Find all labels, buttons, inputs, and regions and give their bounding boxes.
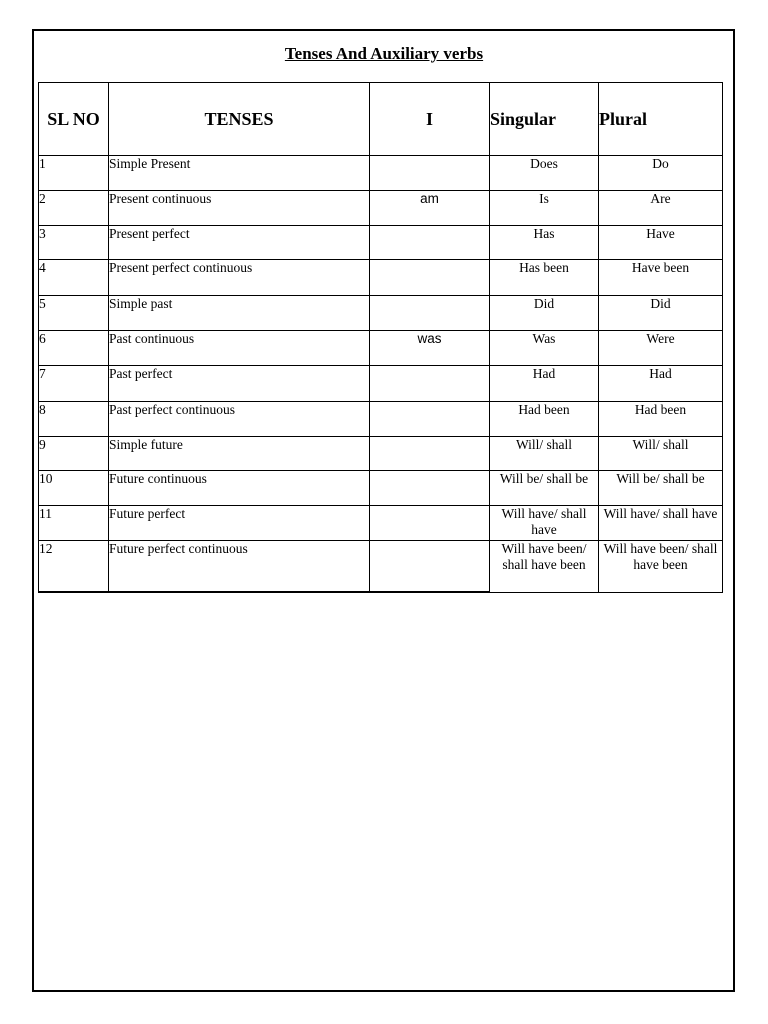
cell-tense: Present perfect: [109, 226, 370, 260]
cell-plural: Will have been/ shall have been: [599, 541, 723, 593]
cell-i: [370, 437, 490, 471]
cell-singular: Has been: [490, 260, 599, 296]
cell-i: [370, 366, 490, 402]
cell-plural: Will be/ shall be: [599, 471, 723, 506]
cell-sl-no: 10: [39, 471, 109, 506]
cell-sl-no: 12: [39, 541, 109, 593]
cell-singular: Has: [490, 226, 599, 260]
cell-singular: Will have/ shall have: [490, 506, 599, 541]
cell-tense: Future continuous: [109, 471, 370, 506]
cell-singular: Had been: [490, 402, 599, 437]
cell-plural: Are: [599, 191, 723, 226]
cell-plural: Will/ shall: [599, 437, 723, 471]
document-title: Tenses And Auxiliary verbs: [284, 44, 484, 63]
cell-sl-no: 9: [39, 437, 109, 471]
table-row: [39, 156, 723, 191]
cell-plural: Have been: [599, 260, 723, 296]
table-row: [39, 437, 723, 471]
cell-tense: Future perfect continuous: [109, 541, 370, 593]
cell-plural: Had been: [599, 402, 723, 437]
tenses-table: [38, 82, 723, 593]
cell-i: [370, 541, 490, 593]
cell-tense: Present continuous: [109, 191, 370, 226]
table-row: [39, 226, 723, 260]
header-tenses: TENSES: [109, 83, 370, 156]
table-row: [39, 471, 723, 506]
table-row: [39, 331, 723, 366]
cell-plural: Will have/ shall have: [599, 506, 723, 541]
cell-sl-no: 1: [39, 156, 109, 191]
cell-sl-no: 7: [39, 366, 109, 402]
cell-i: [370, 260, 490, 296]
cell-sl-no: 6: [39, 331, 109, 366]
table-row: [39, 506, 723, 541]
cell-singular: Does: [490, 156, 599, 191]
table-row: [39, 296, 723, 331]
cell-tense: Past perfect continuous: [109, 402, 370, 437]
cell-i: [370, 506, 490, 541]
cell-plural: Did: [599, 296, 723, 331]
cell-sl-no: 11: [39, 506, 109, 541]
cell-singular: Is: [490, 191, 599, 226]
cell-singular: Will be/ shall be: [490, 471, 599, 506]
cell-singular: Did: [490, 296, 599, 331]
cell-singular: Will have been/ shall have been: [490, 541, 599, 593]
cell-tense: Simple future: [109, 437, 370, 471]
header-sl-no: SL NO: [39, 83, 109, 156]
cell-singular: Had: [490, 366, 599, 402]
cell-tense: Past continuous: [109, 331, 370, 366]
cell-tense: Present perfect continuous: [109, 260, 370, 296]
table-row: [39, 260, 723, 296]
cell-singular: Was: [490, 331, 599, 366]
cell-plural: Were: [599, 331, 723, 366]
cell-tense: Simple past: [109, 296, 370, 331]
cell-i: [370, 471, 490, 506]
cell-singular: Will/ shall: [490, 437, 599, 471]
cell-i: [370, 402, 490, 437]
cell-plural: Had: [599, 366, 723, 402]
table-row: [39, 191, 723, 226]
cell-tense: Simple Present: [109, 156, 370, 191]
cell-tense: Past perfect: [109, 366, 370, 402]
cell-i: [370, 156, 490, 191]
cell-i: was: [370, 331, 490, 366]
cell-i: [370, 296, 490, 331]
cell-sl-no: 4: [39, 260, 109, 296]
table-row: [39, 366, 723, 402]
header-i: I: [370, 83, 490, 156]
cell-plural: Do: [599, 156, 723, 191]
cell-i: am: [370, 191, 490, 226]
header-plural: Plural: [599, 83, 723, 156]
table-body: [39, 156, 723, 593]
table-row: [39, 541, 723, 593]
cell-sl-no: 8: [39, 402, 109, 437]
cell-sl-no: 5: [39, 296, 109, 331]
cell-i: [370, 226, 490, 260]
header-singular: Singular: [490, 83, 599, 156]
cell-plural: Have: [599, 226, 723, 260]
table-header-row: [39, 83, 723, 156]
cell-sl-no: 2: [39, 191, 109, 226]
cell-tense: Future perfect: [109, 506, 370, 541]
table-row: [39, 402, 723, 437]
cell-sl-no: 3: [39, 226, 109, 260]
